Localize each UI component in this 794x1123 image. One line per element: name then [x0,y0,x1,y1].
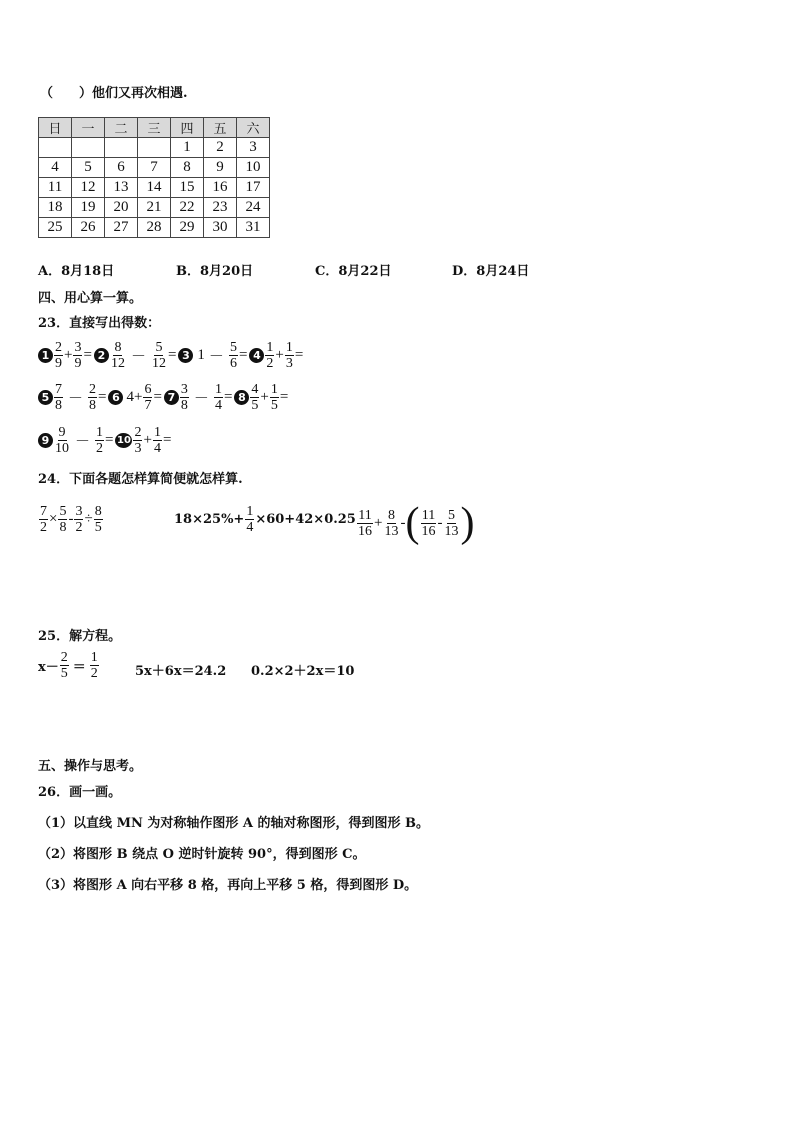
item-number-marker: 10 [117,435,131,446]
calendar-week-row [39,158,270,178]
fraction: $\frac{5}{12}$ [151,340,166,371]
fraction: $\frac{8}{12}$ [110,340,125,371]
calendar-week-row [39,198,270,218]
operator: + [64,347,73,363]
weekday-header: 四 [171,118,204,138]
calendar-day: 6 [105,158,138,178]
calendar-day: 11 [39,178,72,198]
fraction: $\frac{11}{16}$ [358,507,372,539]
item-number-marker: 5 [38,390,53,405]
equation-text: x－ [38,660,59,675]
section-heading: 五、操作与思考。 [38,759,143,774]
calendar-week-row [39,218,270,238]
equation-2: 5x＋6x＝24.2 [135,664,227,679]
calendar-day: 21 [138,198,171,218]
fraction: $\frac{7}{2}$ [40,504,47,535]
operator: － [193,391,209,407]
operator: + [374,514,383,531]
equals-sign: = [167,347,177,363]
calendar-day: 8 [171,158,204,178]
calendar-day: 2 [204,138,237,158]
equals-sign: = [294,347,304,363]
question-title: 26．画一画。 [38,785,122,800]
equals-sign: ＝ [72,660,86,675]
fraction: $\frac{2}{3}$ [134,425,142,456]
calendar-header-row [39,118,270,138]
equals-sign: = [238,347,248,363]
equals-sign: = [98,389,107,405]
calendar-day: 24 [237,198,270,218]
calendar-day [138,138,171,158]
operator: - [400,514,406,531]
fraction: $\frac{3}{2}$ [75,504,83,535]
fraction: $\frac{3}{9}$ [74,340,82,371]
equals-sign: = [279,389,289,405]
operator: － [130,349,146,365]
expression-3 [356,502,474,544]
expression-1 [38,504,104,535]
calendar-day: 1 [171,138,204,158]
item-number-marker: 8 [234,390,249,405]
question-title: 25．解方程。 [38,629,122,644]
equals-sign: = [162,432,172,448]
item-number-marker: 1 [38,348,53,363]
calendar-day: 22 [171,198,204,218]
fraction: $\frac{4}{5}$ [251,382,259,413]
calendar-day: 12 [72,178,105,198]
fraction: $\frac{1}{4}$ [153,425,161,456]
equation-3: 0.2×2＋2x＝10 [251,664,355,679]
equals-sign: = [83,347,92,363]
expression-text: ×60+42×0.25 [255,512,356,527]
calendar-day: 17 [237,178,270,198]
weekday-header: 二 [105,118,138,138]
calendar-day: 3 [237,138,270,158]
calendar-day: 19 [72,198,105,218]
calendar-day: 20 [105,198,138,218]
calendar-day: 18 [39,198,72,218]
left-parenthesis: ( [405,500,420,546]
item-number-marker: 3 [178,348,193,363]
calendar-day: 29 [171,218,204,238]
calendar-week-row [39,138,270,158]
fraction: $\frac{1}{5}$ [270,382,278,413]
calendar-day: 10 [237,158,270,178]
item-number-marker: 9 [38,433,53,448]
mental-math-row [38,425,171,456]
calendar-day [39,138,72,158]
fraction: $\frac{5}{13}$ [444,507,459,539]
instruction-line: （3）将图形 A 向右平移 8 格，再向上平移 5 格，得到图形 D。 [38,878,418,893]
fraction: $\frac{1}{2}$ [90,650,98,681]
fraction: $\frac{11}{16}$ [421,507,436,539]
operator: + [133,389,143,405]
calendar-day [72,138,105,158]
expression-text: 18×25%+ [174,512,245,527]
calendar-day: 14 [138,178,171,198]
question-title: 24．下面各题怎样算简便就怎样算. [38,472,243,487]
weekday-header: 六 [237,118,270,138]
item-number-marker: 6 [108,390,123,405]
calendar-day: 5 [72,158,105,178]
fraction: $\frac{5}{8}$ [59,504,67,535]
mental-math-row [38,382,288,413]
option-a: A．8月18日 [38,264,115,279]
equals-sign: = [153,389,162,405]
fraction: $\frac{3}{8}$ [180,382,188,413]
question-title: 23．直接写出得数： [38,316,161,331]
fraction: $\frac{2}{8}$ [89,382,97,413]
fraction: $\frac{7}{8}$ [55,382,62,413]
fraction: $\frac{6}{7}$ [144,382,152,413]
option-b: B．8月20日 [176,264,254,279]
right-parenthesis: ) [460,500,475,546]
section-heading: 四、用心算一算。 [38,291,143,306]
fraction: $\frac{1}{2}$ [266,340,274,371]
question-prompt: （ ）他们又再次相遇. [40,86,188,101]
equals-sign: = [105,432,114,448]
calendar-day: 23 [204,198,237,218]
calendar-day: 16 [204,178,237,198]
calendar-week-row [39,178,270,198]
equals-sign: = [223,389,233,405]
item-number-marker: 4 [249,348,264,363]
calendar-day: 31 [237,218,270,238]
weekday-header: 日 [39,118,72,138]
fraction: $\frac{8}{5}$ [94,504,102,535]
option-c: C．8月22日 [315,264,392,279]
calendar-day: 28 [138,218,171,238]
equation-1 [38,650,100,681]
fraction: $\frac{1}{4}$ [214,382,222,413]
mental-math-row [38,340,303,371]
weekday-header: 五 [204,118,237,138]
operator: + [143,432,152,448]
instruction-line: （2）将图形 B 绕点 O 逆时针旋转 90°，得到图形 C。 [38,847,366,862]
calendar-day: 30 [204,218,237,238]
operator: － [208,349,224,365]
item-number-marker: 2 [94,348,109,363]
item-number-marker: 7 [164,390,179,405]
operator: - [68,511,74,527]
calendar-day: 27 [105,218,138,238]
fraction: $\frac{9}{10}$ [55,425,69,456]
fraction: $\frac{5}{6}$ [229,340,237,371]
fraction: $\frac{1}{3}$ [285,340,293,371]
calendar-day: 7 [138,158,171,178]
fraction: $\frac{2}{5}$ [60,650,68,681]
operator: - [437,514,443,531]
calendar-table [38,117,270,238]
whole-number: 4 [126,389,134,405]
fraction: $\frac{1}{2}$ [96,425,104,456]
calendar-day: 4 [39,158,72,178]
operator: ÷ [84,511,93,527]
operator: － [68,391,84,407]
expression-2 [174,504,356,535]
calendar-day: 25 [39,218,72,238]
instruction-line: （1）以直线 MN 为对称轴作图形 A 的轴对称图形，得到图形 B。 [38,816,430,831]
fraction: $\frac{1}{4}$ [246,504,254,535]
operator: + [275,347,284,363]
calendar-day: 9 [204,158,237,178]
weekday-header: 一 [72,118,105,138]
calendar-day: 15 [171,178,204,198]
calendar-day [105,138,138,158]
fraction: $\frac{8}{13}$ [384,507,399,539]
fraction: $\frac{2}{9}$ [55,340,62,371]
calendar-day: 26 [72,218,105,238]
option-d: D．8月24日 [452,264,530,279]
operator: × [49,511,58,527]
operator: － [75,434,91,450]
operator: + [260,389,269,405]
calendar-day: 13 [105,178,138,198]
weekday-header: 三 [138,118,171,138]
whole-number: 1 [197,347,205,363]
